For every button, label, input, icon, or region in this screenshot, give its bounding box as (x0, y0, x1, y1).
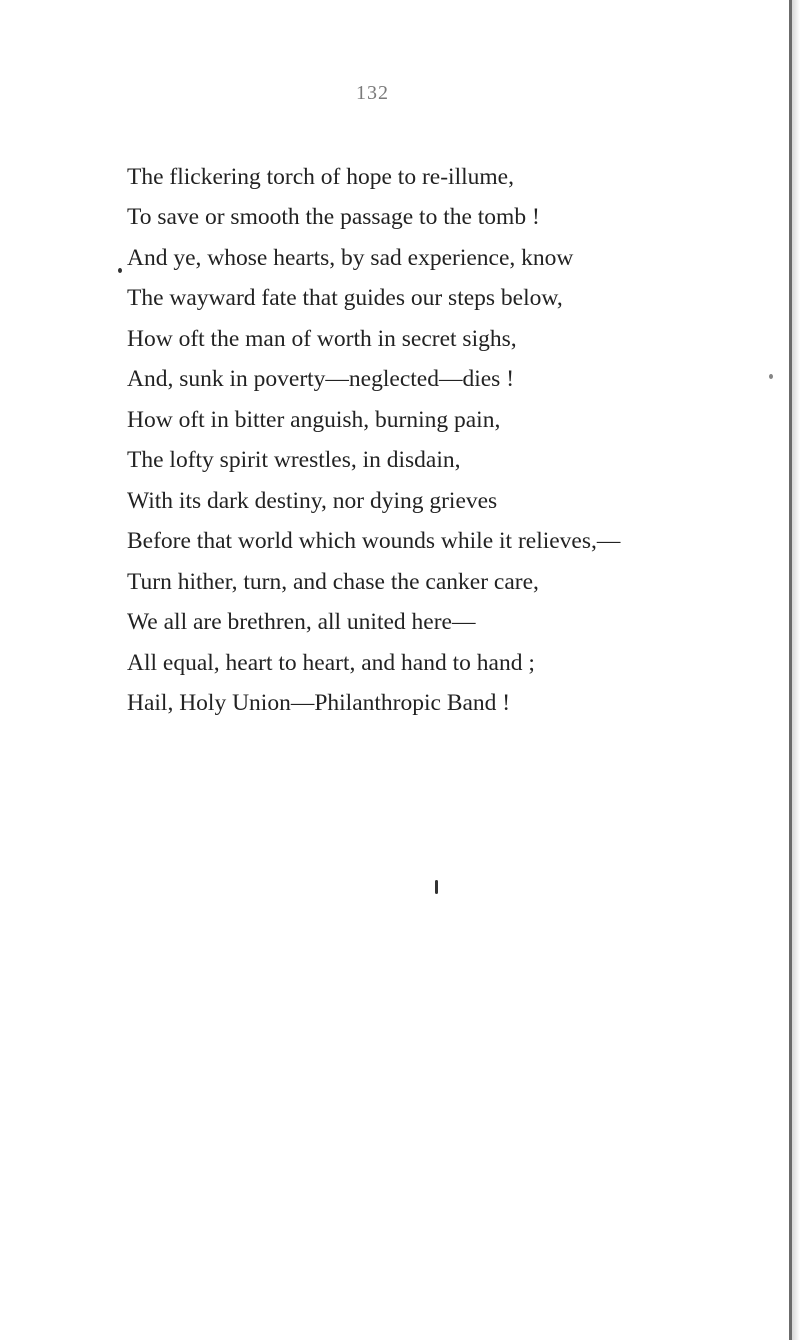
ink-speck (769, 374, 773, 379)
poem-line: How oft the man of worth in secret sighs, (127, 326, 517, 352)
page-edge-shadow (792, 0, 800, 1340)
poem-line: The wayward fate that guides our steps below, (127, 285, 563, 311)
poem-line: Turn hither, turn, and chase the canker care, (127, 569, 539, 595)
ink-speck (435, 880, 438, 894)
poem-line: How oft in bitter anguish, burning pain, (127, 407, 501, 433)
poem-line: To save or smooth the passage to the tomb ! (127, 204, 540, 230)
poem-line: Hail, Holy Union—Philanthropic Band ! (127, 690, 511, 716)
poem-line: With its dark destiny, nor dying grieves (127, 488, 498, 514)
poem-line: And, sunk in poverty—neglected—dies ! (127, 366, 515, 392)
poem-line: Before that world which wounds while it relieves,— (127, 528, 621, 554)
poem-line: And ye, whose hearts, by sad experience, know (127, 245, 574, 271)
poem-line: All equal, heart to heart, and hand to hand ; (127, 650, 535, 676)
poem-line: We all are brethren, all united here— (127, 609, 476, 635)
ink-speck (118, 268, 122, 273)
poem-line: The flickering torch of hope to re-illume, (127, 164, 514, 190)
page-number: 132 (356, 82, 389, 104)
poem-line: The lofty spirit wrestles, in disdain, (127, 447, 461, 473)
